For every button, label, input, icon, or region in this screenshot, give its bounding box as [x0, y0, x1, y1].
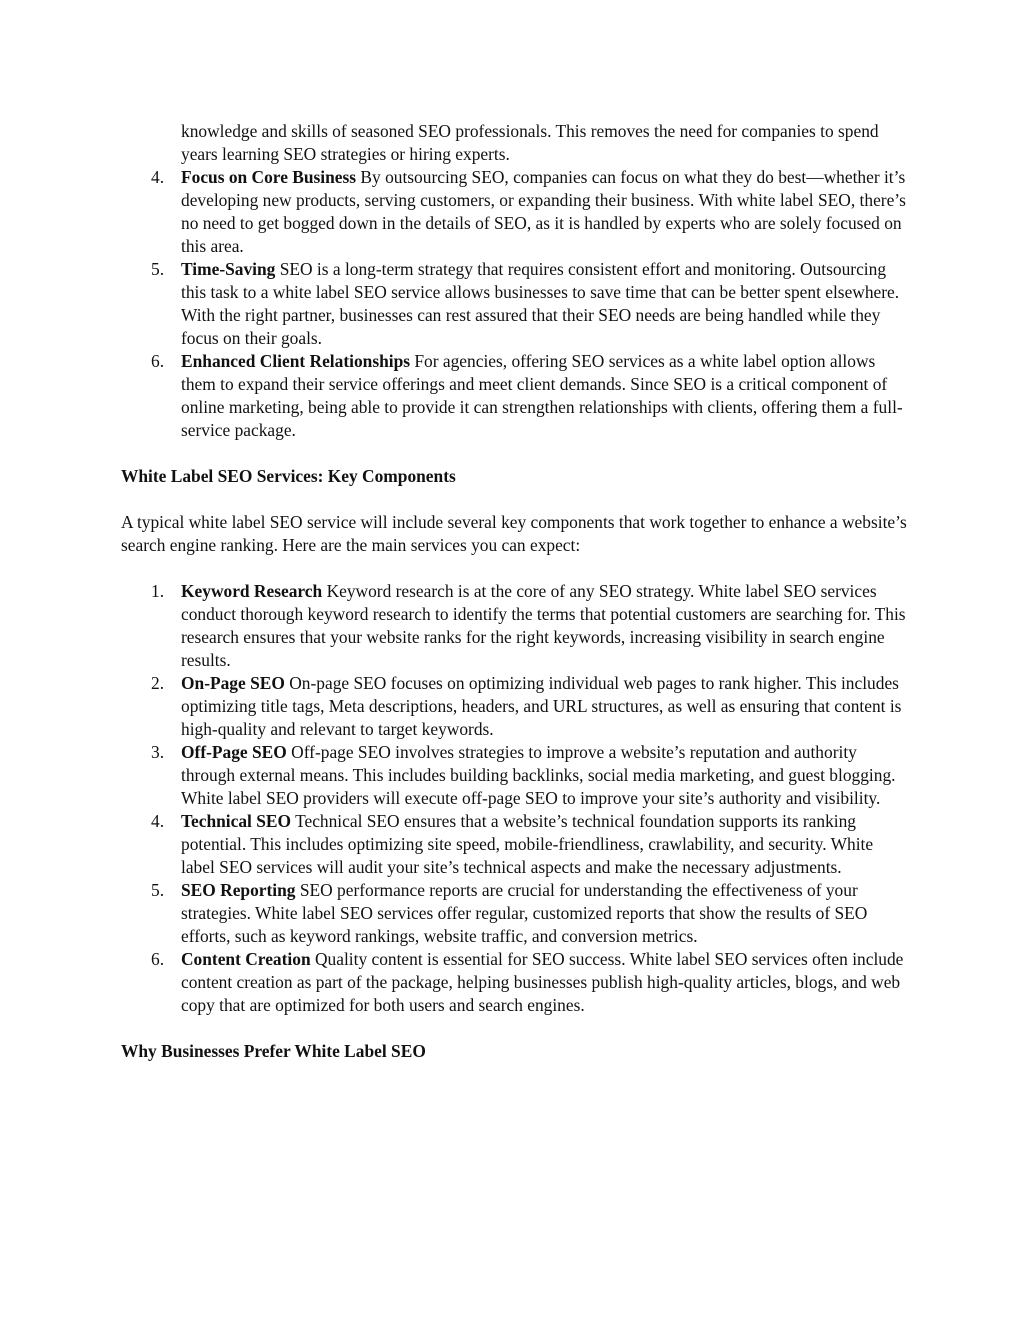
item-text: For agencies, offering SEO services as a white label option allows them to expand their service offerings and meet client demands. Since SEO is a critical component of online marketing, being able to provide it can strengthen relationships with clients, offering them a full-service package. — [181, 351, 903, 440]
item-text: Quality content is essential for SEO success. White label SEO services often include content creation as part of the package, helping businesses publish high-quality articles, blogs, and web copy that are optimized for both users and search engines. — [181, 949, 904, 1015]
item-number: 4. — [151, 811, 165, 831]
components-list — [121, 580, 911, 1017]
item-title: On-Page SEO — [181, 673, 285, 693]
item-title: Technical SEO — [181, 811, 292, 831]
item-text: Keyword research is at the core of any SEO strategy. White label SEO services conduct thorough keyword research to identify the terms that potential customers are searching for. This research ensures that your website ranks for the right keywords, increasing visibility in search engine results. — [181, 581, 906, 670]
list-item — [121, 120, 911, 166]
item-text: Off-page SEO involves strategies to improve a website’s reputation and authority through external means. This includes building backlinks, social media marketing, and guest blogging. White label SEO providers will execute off-page SEO to improve your site’s authority and visibility. — [181, 742, 896, 808]
item-text: SEO performance reports are crucial for understanding the effectiveness of your strategies. White label SEO services offer regular, customized reports that show the results of SEO efforts, such as keyword rankings, website traffic, and conversion metrics. — [181, 880, 868, 946]
section-intro-paragraph: A typical white label SEO service will include several key components that work together to enhance a website’s search engine ranking. Here are the main services you can expect: — [121, 512, 907, 555]
list-item — [121, 810, 911, 879]
list-item — [121, 741, 911, 810]
list-item — [121, 166, 911, 258]
list-item — [121, 580, 911, 672]
item-title: Content Creation — [181, 949, 311, 969]
item-title: Time-Saving — [181, 259, 276, 279]
list-item — [121, 258, 911, 350]
item-title: Focus on Core Business — [181, 167, 357, 187]
document-page — [121, 120, 911, 1063]
item-number: 2. — [151, 673, 165, 693]
item-number: 6. — [151, 949, 165, 969]
list-item — [121, 879, 911, 948]
item-text: SEO is a long-term strategy that requires consistent effort and monitoring. Outsourcing this task to a white label SEO service allows businesses to save time that can be better spent elsewhere. With the right partner, businesses can rest assured that their SEO needs are being handled while they focus on their goals. — [181, 259, 900, 348]
section-heading-key-components: White Label SEO Services: Key Components — [121, 466, 456, 486]
benefits-list — [121, 120, 911, 442]
item-number: 5. — [151, 259, 165, 279]
item-title: SEO Reporting — [181, 880, 296, 900]
item-title: Enhanced Client Relationships — [181, 351, 411, 371]
item-title: Off-Page SEO — [181, 742, 287, 762]
item-number: 6. — [151, 351, 165, 371]
item-number: 1. — [151, 581, 165, 601]
item-number: 5. — [151, 880, 165, 900]
item-number: 3. — [151, 742, 165, 762]
item-title: Keyword Research — [181, 581, 323, 601]
item-text: On-page SEO focuses on optimizing individual web pages to rank higher. This includes optimizing title tags, Meta descriptions, headers, and URL structures, as well as ensuring that content is high-quality and relevant to target keywords. — [181, 673, 902, 739]
item-text: By outsourcing SEO, companies can focus on what they do best—whether it’s developing new products, serving customers, or expanding their business. With white label SEO, there’s no need to get bogged down in the details of SEO, as it is handled by experts who are solely focused on this area. — [181, 167, 906, 256]
intro-continuation-text: knowledge and skills of seasoned SEO professionals. This removes the need for companies to spend years learning SEO strategies or hiring experts. — [181, 121, 879, 164]
list-item — [121, 350, 911, 442]
list-item — [121, 672, 911, 741]
list-item — [121, 948, 911, 1017]
item-number: 4. — [151, 167, 165, 187]
item-text: Technical SEO ensures that a website’s technical foundation supports its ranking potential. This includes optimizing site speed, mobile-friendliness, crawlability, and security. White label SEO services will audit your site’s technical aspects and make the necessary adjustments. — [181, 811, 874, 877]
section-heading-why-businesses: Why Businesses Prefer White Label SEO — [121, 1041, 426, 1061]
